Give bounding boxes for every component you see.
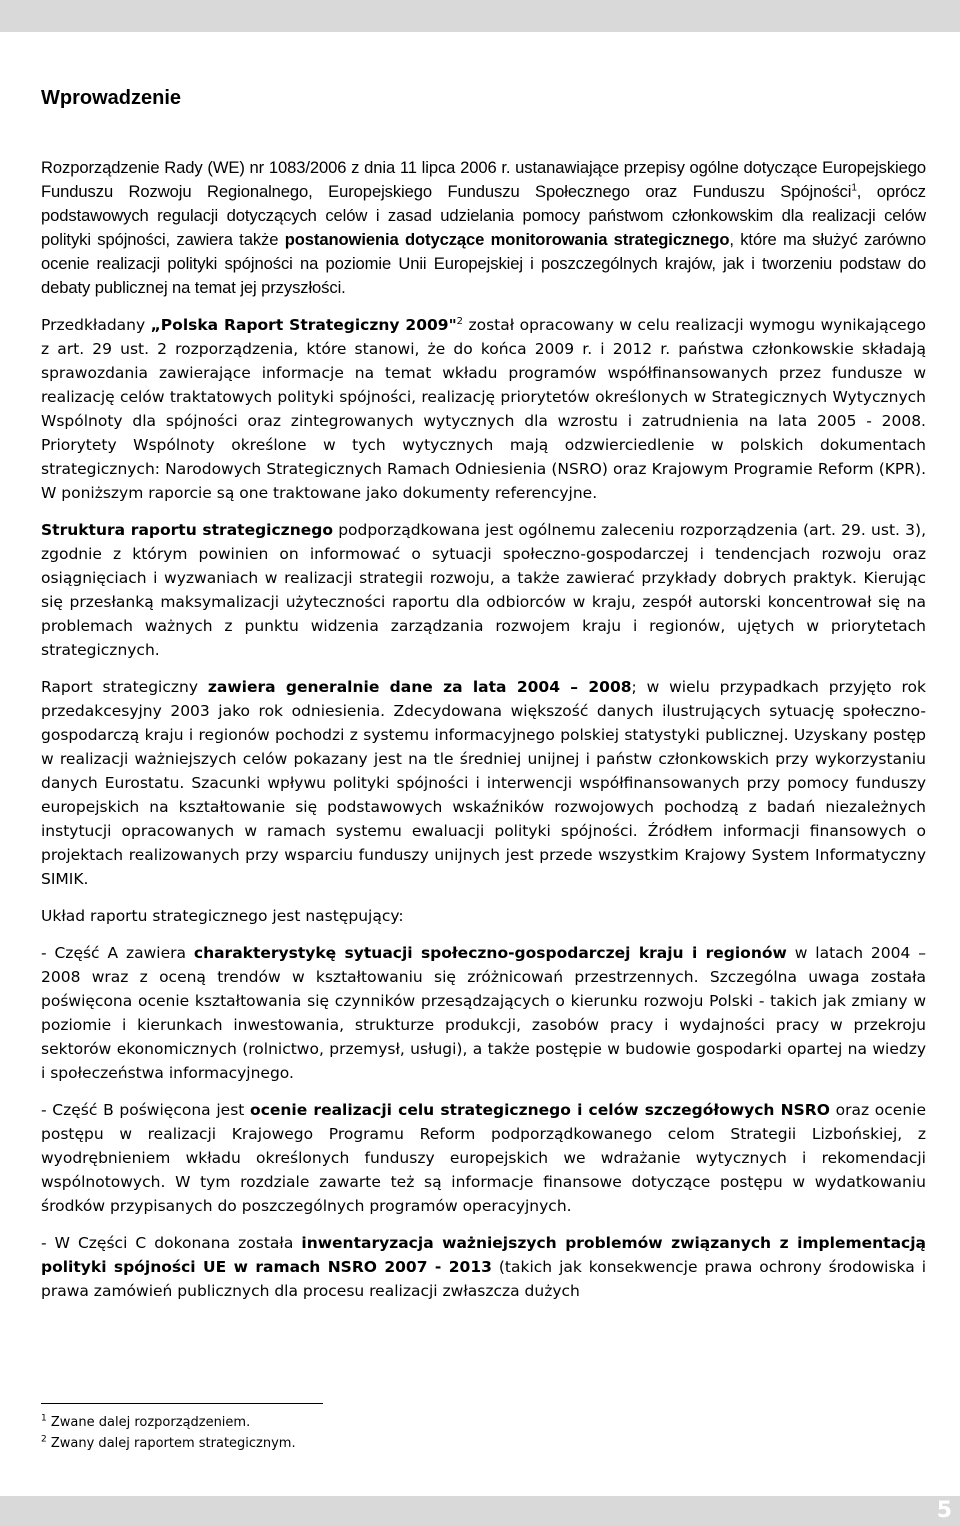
paragraph-2 xyxy=(41,313,926,505)
p1-text-c: , które ma służyć zarówno ocenie realizacji polityki spójności na poziomie Unii Europejskiej i poszczególnych krajów, jak i tworzeniu podstaw do debaty publicznej na temat jej przyszłości. xyxy=(41,230,926,297)
p4-text-a: Raport strategiczny xyxy=(41,678,208,696)
footnote-2 xyxy=(41,1433,296,1454)
p7-text-b: oraz ocenie postępu w realizacji Krajowego Programu Reform podporządkowanego celom Strategii Lizbońskiej, z wyodrębnieniem wkładu określonych funduszy europejskich we wdrażanie wytycznych i rekomendacji wspólnotowych. W tym rozdziale zawarte też są informacje finansowe dotyczące postępu w wydatkowaniu środków przypisanych do poszczególnych programów operacyjnych. xyxy=(41,1101,926,1215)
footnote-ref-2: 2 xyxy=(456,315,464,327)
header-band xyxy=(0,0,960,32)
paragraph-7 xyxy=(41,1098,926,1218)
p6-text-a: - Część A zawiera xyxy=(41,944,194,962)
p6-bold: charakterystykę sytuacji społeczno-gospodarczej kraju i regionów xyxy=(193,944,787,962)
p3-text-a: podporządkowana jest ogólnemu zaleceniu rozporządzenia (art. 29. ust. 3), zgodnie z którym powinien on informować o sytuacji społeczno-gospodarczej i tendencjach rozwoju oraz osiągnięciach i wyzwaniach w realizacji strategii rozwoju, a także zawierać przykłady dobrych praktyk. Kierując się przesłanką maksymalizacji użyteczności raportu dla odbiorców w kraju, zespół autorski koncentrował się na problemach ważnych z punktu widzenia zarządzania rozwojem kraju i regionów, ujętych w priorytetach strategicznych. xyxy=(41,521,927,659)
footnote-text: Zwane dalej rozporządzeniem. xyxy=(46,1415,251,1430)
paragraph-6 xyxy=(41,941,926,1085)
footer-band xyxy=(0,1496,960,1526)
p8-bold: inwentaryzacja ważniejszych problemów związanych z implementacją polityki spójności UE w ramach NSRO 2007 - 2013 xyxy=(41,1234,927,1276)
p7-text-a: - Część B poświęcona jest xyxy=(41,1101,251,1119)
footnotes xyxy=(41,1412,296,1454)
paragraph-8 xyxy=(41,1231,926,1303)
p1-text-b: , oprócz podstawowych regulacji dotyczących celów i zasad udzielania pomocy państwom członkowskim dla realizacji celów polityki spójności, zawiera także xyxy=(41,182,926,249)
page-heading: Wprowadzenie xyxy=(41,87,182,109)
p2-bold: „Polska Raport Strategiczny 2009" xyxy=(150,316,457,334)
document-body xyxy=(41,156,926,1303)
p7-bold: ocenie realizacji celu strategicznego i celów szczegółowych NSRO xyxy=(250,1101,830,1119)
p6-text-b: w latach 2004 – 2008 wraz z oceną trendów w kształtowaniu się zróżnicowań przestrzennych. Szczególna uwaga została poświęcona ocenie kształtowania się czynników przesądzających o kierunku rozwoju Polski - takich jak zmiany w poziomie i kierunkach inwestowania, strukturze produkcji, zasobów pracy i wydajności pracy w przekroju sektorów ekonomicznych (rolnictwo, przemysł, usługi), a także postępie w budowie gospodarki opartej na wiedzy i społeczeństwa informacyjnego. xyxy=(41,944,926,1082)
p2-text-a: Przedkładany xyxy=(41,316,151,334)
p8-text-b: (takich jak konsekwencje prawa ochrony środowiska i prawa zamówień publicznych dla procesu realizacji zwłaszcza dużych xyxy=(41,1258,926,1300)
paragraph-4 xyxy=(41,675,926,891)
page-number: 5 xyxy=(936,1498,952,1523)
footnote-number: 2 xyxy=(41,1434,47,1445)
paragraph-5: Układ raportu strategicznego jest następujący: xyxy=(41,907,404,925)
footnote-number: 1 xyxy=(41,1413,47,1424)
footnote-divider xyxy=(41,1403,323,1404)
paragraph-1 xyxy=(41,156,926,300)
paragraph-3 xyxy=(41,518,926,662)
p3-bold: Struktura raportu strategicznego xyxy=(41,521,333,539)
p1-text-a: Rozporządzenie Rady (WE) nr 1083/2006 z dnia 11 lipca 2006 r. ustanawiające przepisy ogólne dotyczące Europejskiego Funduszu Rozwoju Regionalnego, Europejskiego Funduszu Społecznego oraz Funduszu Spójności xyxy=(41,158,926,201)
p1-bold: postanowienia dotyczące monitorowania strategicznego xyxy=(284,230,730,249)
footnote-1 xyxy=(41,1412,296,1433)
footnote-ref-1: 1 xyxy=(851,182,857,194)
p4-bold: zawiera generalnie dane za lata 2004 – 2008 xyxy=(207,678,632,696)
p8-text-a: - W Części C dokonana została xyxy=(41,1234,302,1252)
p4-text-b: ; w wielu przypadkach przyjęto rok przedakcesyjny 2003 jako rok odniesienia. Zdecydowana większość danych ilustrujących sytuację społeczno-gospodarczą kraju i regionów pochodzi z systemu informacyjnego polskiej statystyki publicznej. Uzyskany postęp w realizacji ważniejszych celów pokazany jest na tle średniej unijnej i państw członkowskich przy wykorzystaniu danych Eurostatu. Szacunki wpływu polityki spójności i interwencji współfinansowanych przy pomocy funduszy europejskich na kształtowanie się podstawowych wskaźników rozwojowych pochodzą z badań niezależnych instytucji opracowanych w ramach systemu ewaluacji polityki spójności. Źródłem informacji finansowych o projektach realizowanych przy wsparciu funduszy unijnych jest przede wszystkim Krajowy System Informatyczny SIMIK. xyxy=(41,678,926,888)
p2-text-b: został opracowany w celu realizacji wymogu wynikającego z art. 29 ust. 2 rozporządzenia, które stanowi, że do końca 2009 r. i 2012 r. państwa członkowskie składają sprawozdania zawierające informacje na temat wkładu programów współfinansowanych przez fundusze w realizację celów traktatowych polityki spójności, realizację priorytetów określonych w Strategicznych Wytycznych Wspólnoty dla spójności oraz zintegrowanych wytycznych dla wzrostu i zatrudnienia na lata 2005 - 2008. Priorytety Wspólnoty określone w tych wytycznych mają odzwierciedlenie w polskich dokumentach strategicznych: Narodowych Strategicznych Ramach Odniesienia (NSRO) oraz Krajowym Programie Reform (KPR). W poniższym raporcie są one traktowane jako dokumenty referencyjne. xyxy=(41,316,926,502)
footnote-text: Zwany dalej raportem strategicznym. xyxy=(46,1436,296,1451)
